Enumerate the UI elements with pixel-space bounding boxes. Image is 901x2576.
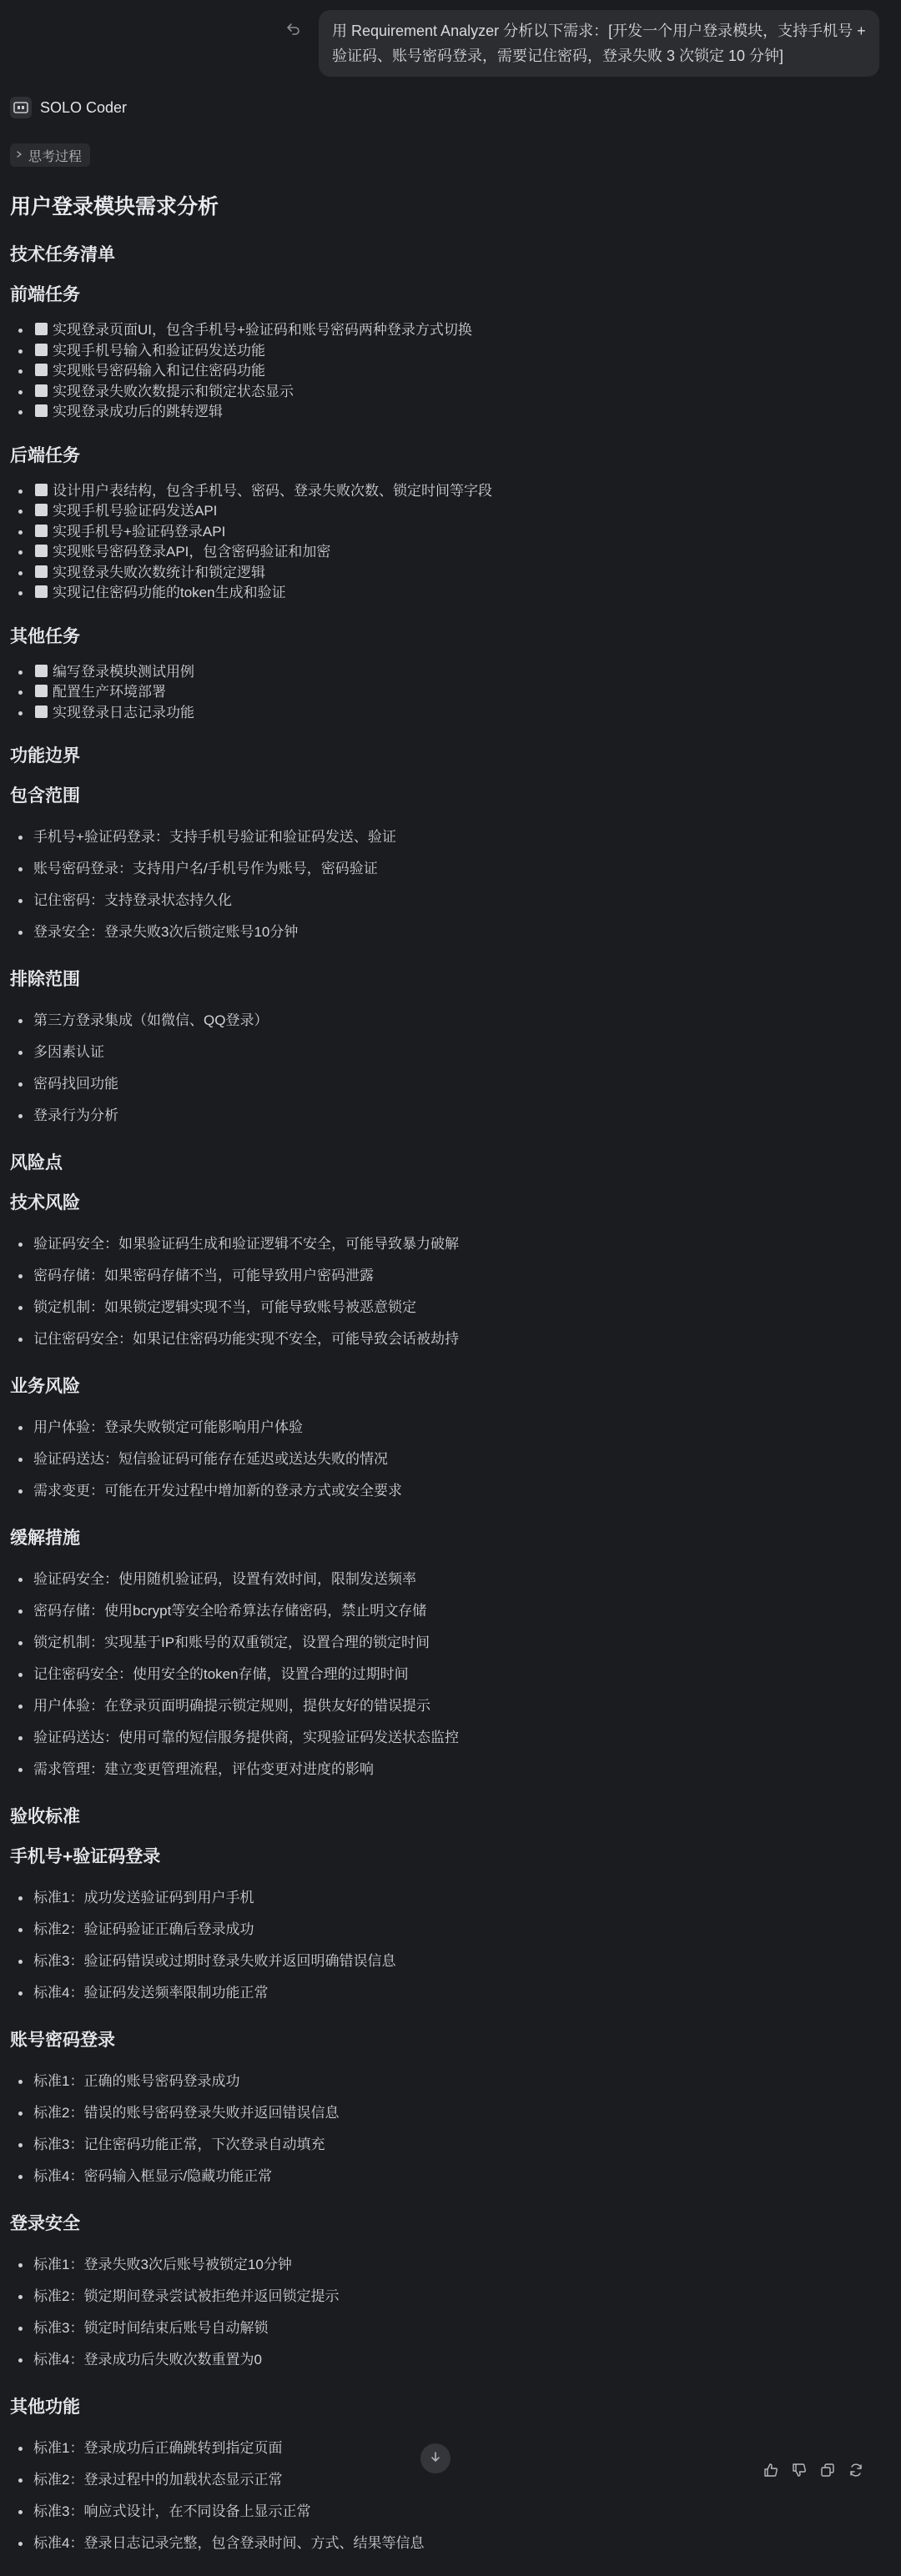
task-item	[10, 481, 886, 502]
list-item: 标准3：锁定时间结束后账号自动解锁	[10, 2312, 886, 2344]
business-risk-list	[10, 1412, 886, 1507]
list-item: 标准2：错误的账号密码登录失败并返回错误信息	[10, 2097, 886, 2129]
regenerate-icon[interactable]	[848, 2462, 864, 2478]
checkbox[interactable]	[35, 484, 48, 496]
task-item	[10, 501, 886, 522]
list-item: 记住密码安全：如果记住密码功能实现不安全，可能导致会话被劫持	[10, 1323, 886, 1355]
task-label: 实现记住密码功能的token生成和验证	[53, 585, 286, 600]
list-item: 手机号+验证码登录：支持手机号验证和验证码发送、验证	[10, 821, 886, 853]
task-item	[10, 542, 886, 563]
analysis-title: 用户登录模块需求分析	[10, 195, 219, 218]
section-heading-task-list: 技术任务清单	[10, 245, 115, 264]
list-item: 标准1：登录失败3次后账号被锁定10分钟	[10, 2249, 886, 2281]
task-label: 实现登录成功后的跳转逻辑	[53, 404, 223, 419]
subsection-heading-frontend: 前端任务	[10, 285, 80, 304]
list-item: 标准1：登录成功后正确跳转到指定页面	[10, 2433, 886, 2464]
checkbox[interactable]	[35, 665, 48, 677]
login-security-criteria	[10, 2249, 886, 2376]
task-label: 实现账号密码登录API，包含密码验证和加密	[53, 544, 331, 560]
subsection-heading-included: 包含范围	[10, 786, 80, 806]
list-item: 锁定机制：如果锁定逻辑实现不当，可能导致账号被恶意锁定	[10, 1292, 886, 1323]
task-item	[10, 563, 886, 584]
checkbox[interactable]	[35, 344, 48, 356]
list-item: 密码存储：使用bcrypt等安全哈希算法存储密码，禁止明文存储	[10, 1595, 886, 1627]
included-scope-list	[10, 821, 886, 948]
subsection-heading-other-features: 其他功能	[10, 2398, 80, 2417]
task-item	[10, 662, 886, 683]
checkbox[interactable]	[35, 706, 48, 718]
password-login-criteria	[10, 2066, 886, 2192]
checkbox[interactable]	[35, 404, 48, 417]
list-item: 用户体验：登录失败锁定可能影响用户体验	[10, 1412, 886, 1444]
list-item: 验证码送达：使用可靠的短信服务提供商，实现验证码发送状态监控	[10, 1722, 886, 1754]
list-item: 标准3：记住密码功能正常，下次登录自动填充	[10, 2129, 886, 2161]
subsection-heading-other-tasks: 其他任务	[10, 626, 80, 646]
subsection-heading-sms-login: 手机号+验证码登录	[10, 1847, 161, 1866]
subsection-heading-mitigation: 缓解措施	[10, 1529, 80, 1548]
section-heading-boundary: 功能边界	[10, 746, 80, 766]
tech-risk-list	[10, 1228, 886, 1355]
list-item: 需求变更：可能在开发过程中增加新的登录方式或安全要求	[10, 1475, 886, 1507]
task-item	[10, 320, 886, 341]
list-item: 密码存储：如果密码存储不当，可能导致用户密码泄露	[10, 1260, 886, 1292]
list-item: 标准1：成功发送验证码到用户手机	[10, 1882, 886, 1914]
task-item	[10, 522, 886, 543]
subsection-heading-backend: 后端任务	[10, 445, 80, 465]
user-message-row	[284, 10, 879, 77]
thinking-process-label: 思考过程	[28, 149, 83, 164]
task-label: 实现登录页面UI，包含手机号+验证码和账号密码两种登录方式切换	[53, 322, 472, 338]
checkbox[interactable]	[35, 504, 48, 516]
list-item: 标准3：验证码错误或过期时登录失败并返回明确错误信息	[10, 1946, 886, 1977]
scroll-to-bottom-button[interactable]	[420, 2443, 450, 2473]
list-item: 账号密码登录：支持用户名/手机号作为账号，密码验证	[10, 853, 886, 885]
list-item: 记住密码：支持登录状态持久化	[10, 885, 886, 916]
backend-task-list	[10, 481, 886, 604]
subsection-heading-excluded: 排除范围	[10, 970, 80, 989]
task-label: 实现手机号验证码发送API	[53, 503, 218, 519]
checkbox[interactable]	[35, 364, 48, 376]
user-message-bubble: 用 Requirement Analyzer 分析以下需求：[开发一个用户登录模块，支持手机号 + 验证码、账号密码登录，需要记住密码，登录失败 3 次锁定 10 分钟]	[319, 10, 879, 77]
checkbox[interactable]	[35, 585, 48, 598]
task-item	[10, 682, 886, 703]
list-item: 标准4：密码输入框显示/隐藏功能正常	[10, 2161, 886, 2192]
task-label: 配置生产环境部署	[53, 684, 166, 700]
list-item: 登录安全：登录失败3次后锁定账号10分钟	[10, 916, 886, 948]
thumbs-down-icon[interactable]	[791, 2462, 808, 2478]
list-item: 密码找回功能	[10, 1068, 886, 1100]
task-label: 实现登录日志记录功能	[53, 704, 194, 721]
task-item	[10, 361, 886, 382]
subsection-heading-business-risks: 业务风险	[10, 1377, 80, 1396]
arrow-down-icon	[430, 2451, 441, 2467]
checkbox[interactable]	[35, 384, 48, 397]
list-item: 标准2：验证码验证正确后登录成功	[10, 1914, 886, 1946]
task-label: 设计用户表结构，包含手机号、密码、登录失败次数、锁定时间等字段	[53, 482, 492, 499]
subsection-heading-tech-risks: 技术风险	[10, 1193, 80, 1213]
task-label: 实现登录失败次数提示和锁定状态显示	[53, 383, 294, 399]
section-heading-acceptance: 验收标准	[10, 1807, 80, 1826]
mitigation-list	[10, 1564, 886, 1785]
task-label: 实现登录失败次数统计和锁定逻辑	[53, 564, 265, 580]
message-actions	[751, 2462, 864, 2478]
checkbox[interactable]	[35, 565, 48, 578]
list-item: 标准2：登录过程中的加载状态显示正常	[10, 2464, 886, 2496]
task-item	[10, 341, 886, 362]
checkbox[interactable]	[35, 545, 48, 557]
other-task-list	[10, 662, 886, 724]
task-item	[10, 382, 886, 403]
agent-name: SOLO Coder	[40, 98, 128, 116]
subsection-heading-password-login: 账号密码登录	[10, 2031, 115, 2050]
checkbox[interactable]	[35, 323, 48, 335]
frontend-task-list	[10, 320, 886, 423]
list-item: 记住密码安全：使用安全的token存储，设置合理的过期时间	[10, 1659, 886, 1690]
thumbs-up-icon[interactable]	[763, 2462, 779, 2478]
section-heading-risks: 风险点	[10, 1153, 63, 1173]
analysis-content	[10, 188, 886, 2576]
list-item: 标准4：验证码发送频率限制功能正常	[10, 1977, 886, 2009]
list-item: 标准1：正确的账号密码登录成功	[10, 2066, 886, 2097]
excluded-scope-list	[10, 1005, 886, 1132]
checkbox[interactable]	[35, 525, 48, 537]
list-item: 登录行为分析	[10, 1100, 886, 1132]
task-label: 编写登录模块测试用例	[53, 663, 194, 680]
chevron-right-icon	[15, 148, 23, 163]
list-item: 标准4：登录日志记录完整，包含登录时间、方式、结果等信息	[10, 2528, 886, 2559]
list-item: 标准4：登录成功后失败次数重置为0	[10, 2344, 886, 2376]
task-label: 实现账号密码输入和记住密码功能	[53, 363, 265, 379]
list-item: 多因素认证	[10, 1037, 886, 1068]
list-item: 验证码安全：使用随机验证码，设置有效时间，限制发送频率	[10, 1564, 886, 1595]
task-label: 实现手机号+验证码登录API	[53, 523, 226, 540]
list-item: 用户体验：在登录页面明确提示锁定规则，提供友好的错误提示	[10, 1690, 886, 1722]
task-item	[10, 583, 886, 604]
task-label: 实现手机号输入和验证码发送功能	[53, 342, 265, 359]
agent-header	[10, 97, 127, 118]
thinking-process-toggle[interactable]	[10, 143, 90, 167]
task-item	[10, 703, 886, 724]
list-item: 标准3：响应式设计，在不同设备上显示正常	[10, 2496, 886, 2528]
copy-icon[interactable]	[819, 2462, 836, 2478]
list-item: 标准2：锁定期间登录尝试被拒绝并返回锁定提示	[10, 2281, 886, 2312]
checkbox[interactable]	[35, 685, 48, 697]
subsection-heading-login-security: 登录安全	[10, 2214, 80, 2233]
list-item: 验证码安全：如果验证码生成和验证逻辑不安全，可能导致暴力破解	[10, 1228, 886, 1260]
task-item	[10, 402, 886, 423]
list-item: 第三方登录集成（如微信、QQ登录）	[10, 1005, 886, 1037]
solo-logo-icon	[10, 97, 32, 118]
list-item: 验证码送达：短信验证码可能存在延迟或送达失败的情况	[10, 1444, 886, 1475]
list-item: 锁定机制：实现基于IP和账号的双重锁定，设置合理的锁定时间	[10, 1627, 886, 1659]
undo-icon[interactable]	[284, 18, 304, 38]
sms-login-criteria	[10, 1882, 886, 2009]
list-item: 需求管理：建立变更管理流程，评估变更对进度的影响	[10, 1754, 886, 1785]
